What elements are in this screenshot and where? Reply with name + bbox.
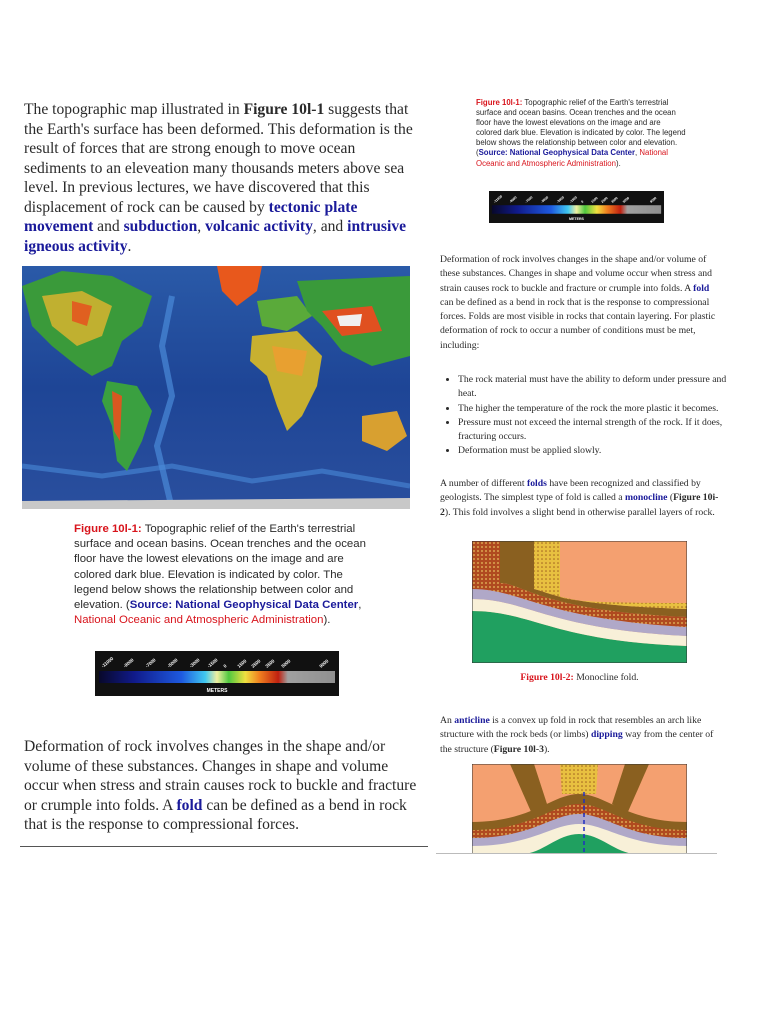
legend-tick: 0 (580, 199, 585, 204)
anticline-text: ). (543, 743, 550, 755)
deformation-paragraph-small (440, 253, 720, 353)
condition-item: • The rock material must have the ability to deform under pressure and heat. (458, 373, 730, 402)
legend-tick: -9000 (122, 657, 135, 669)
legend-tick: 1500 (236, 658, 248, 669)
legend-tick: -1500 (568, 195, 578, 204)
intro-text: , (197, 218, 206, 235)
figure-ref: Figure 10l-1 (243, 101, 325, 118)
deformation-text: Deformation of rock involves changes in the shape and/or volume of these substances. Changes in shape and volume occur when stress and strain causes rock to buckle and fracture or crumple into folds. A (24, 738, 417, 814)
caption-sep: , (358, 599, 362, 612)
intro-text: . (127, 237, 132, 255)
subduction-link[interactable]: subduction (123, 218, 198, 235)
legend-tick: 3500 (264, 658, 276, 669)
intro-text: The topographic map illustrated in (24, 101, 244, 118)
caption-figure-label: Figure 10l-1: (74, 523, 142, 535)
deformation-text: can be defined as a bend in rock that is the response to compressional forces. (24, 796, 407, 833)
figure-ref: Figure 10i-2 (440, 492, 719, 518)
figure-caption (74, 522, 374, 628)
intro-text: suggests that the Earth's surface has been deformed. This deformation is the result of forces that are strong enough to move ocean sediments to an eleveation many thousands meters above sea level. In previous lectures, we have discovered that this displacement of rock can be caused by (24, 101, 413, 216)
divider (20, 846, 428, 847)
legend-unit: METERS (569, 217, 584, 222)
intro-text: , and (312, 218, 348, 235)
legend-unit: METERS (206, 688, 228, 694)
caption-text: Topographic relief of the Earth's terrestrial surface and ocean basins. Ocean trenches and the ocean floor have the lowest elevations on the image and are colored dark blue. Elevation is indicated by color. The legend below shows the relationship between color and elevation. ( (74, 523, 366, 612)
monocline-caption-text: Monocline fold. (573, 672, 639, 683)
monocline-link[interactable]: monocline (624, 492, 668, 504)
deformation-paragraph (24, 737, 419, 835)
legend-tick: 0 (222, 663, 228, 669)
condition-item: • Pressure must not exceed the internal strength of the rock. If it does, fracturing occurs. (458, 416, 730, 445)
folds-text: ). This fold involves a slight bend in otherwise parallel layers of rock. (444, 506, 715, 518)
legend-tick: -11000 (100, 655, 115, 669)
intro-paragraph (24, 100, 419, 256)
legend-tick: -3000 (555, 195, 565, 204)
anticline-text: An (440, 715, 455, 726)
legend-tick: 9000 (649, 196, 658, 204)
folds-text: have been recognized and classified by geologists. The simplest type of fold is called a (440, 478, 701, 504)
folds-paragraph (440, 477, 720, 520)
folds-link[interactable]: folds (526, 478, 547, 489)
dipping-link[interactable]: dipping (590, 729, 623, 741)
anticline-link[interactable]: anticline (454, 715, 490, 726)
anticline-paragraph (440, 714, 720, 757)
intrusive-igneous-activity-link[interactable]: intrusive igneous activity (24, 218, 407, 255)
divider (436, 853, 717, 854)
caption-text: Topographic relief of the Earth's terrestrial surface and ocean basins. Ocean trenches and the ocean floor have the lowest elevations on the image and are colored dark blue. Elevation is indicated by color. The legend below shows the relationship between color and elevation. ( (476, 98, 686, 158)
monocline-caption (472, 672, 687, 683)
caption-figure-label: Figure 10l-1: (476, 98, 523, 107)
deformation-text: Deformation of rock involves changes in the shape and/or volume of these substances. Changes in shape and volume occur when stress and strain causes rock to buckle and fracture or crumple into folds. A (440, 254, 712, 294)
intro-text: and (93, 218, 124, 235)
anticline-fold-diagram (472, 764, 687, 854)
caption-end: ). (615, 158, 621, 168)
legend-tick: 3500 (610, 196, 619, 204)
legend-tick: 5000 (621, 196, 631, 204)
figure-ref: Figure 10l-3 (493, 743, 544, 755)
legend-tick: 1500 (590, 196, 599, 204)
legend-tick: 2500 (250, 658, 262, 669)
folds-text: A number of different (440, 478, 527, 489)
legend-tick: -5000 (166, 657, 179, 669)
caption-sep: , (635, 148, 640, 158)
world-topographic-map (22, 266, 410, 509)
condition-item: • The higher the temperature of the rock the more plastic it becomes. (458, 402, 730, 416)
volcanic-activity-link[interactable]: volcanic activity (205, 218, 313, 235)
fold-link[interactable]: fold (693, 282, 710, 294)
folds-text: ( (667, 492, 674, 504)
fold-link[interactable]: fold (176, 796, 203, 814)
legend-tick: 2500 (600, 196, 609, 204)
legend-tick: 5000 (280, 658, 292, 669)
legend-tick: 9000 (318, 658, 330, 669)
noaa-link[interactable]: National Oceanic and Atmospheric Administration (74, 614, 324, 627)
source-ngdc-link[interactable]: Source: National Geophysical Data Center (129, 599, 359, 612)
noaa-link[interactable]: National Oceanic and Atmospheric Administration (476, 148, 668, 168)
legend-tick: -1500 (206, 657, 219, 669)
monocline-caption-label: Figure 10l-2: (520, 672, 574, 683)
elevation-legend (95, 651, 339, 696)
source-ngdc-link[interactable]: Source: National Geophysical Data Center (478, 148, 636, 158)
anticline-text: is a convex up fold in rock that resembles an arch like structure with the rock beds (or limbs) (440, 715, 702, 741)
legend-tick: -11000 (492, 194, 504, 204)
deformation-text: can be defined as a bend in rock that is the response to compressional forces. Folds are most visible in rocks that contain layering. For plastic deformation of rock to occur a number of conditions must be met, including: (440, 296, 716, 351)
tectonic-plate-movement-link[interactable]: tectonic plate movement (24, 198, 358, 235)
conditions-list (448, 373, 730, 459)
anticline-text: way from the center of the structure ( (440, 729, 714, 755)
legend-tick: -7000 (144, 657, 157, 669)
condition-item: • Deformation must be applied slowly. (458, 444, 730, 458)
elevation-legend-small (489, 191, 664, 223)
legend-tick: -7000 (524, 195, 534, 204)
legend-tick: -9000 (508, 195, 518, 204)
caption-end: ). (323, 614, 331, 627)
legend-tick: -5000 (540, 195, 550, 204)
figure-caption-small (476, 98, 686, 169)
monocline-fold-diagram (472, 541, 687, 663)
legend-tick: -3000 (188, 657, 201, 669)
